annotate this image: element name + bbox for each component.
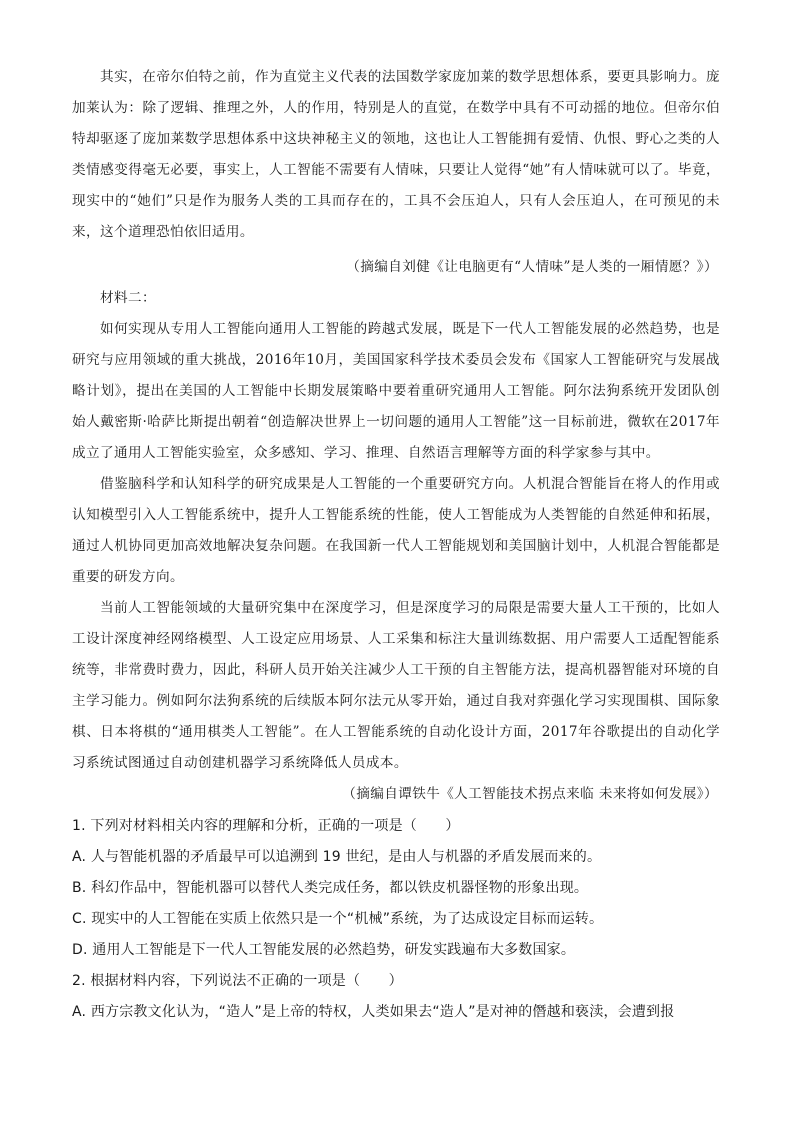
passage-paragraph-2: 如何实现从专用人工智能向通用人工智能的跨越式发展，既是下一代人工智能发展的必然趋势，也是研究与应用领域的重大挑战，2016年10月，美国国家科学技术委员会发布《国家人工智能研究与发展战略计划》，提出在美国的人工智能中长期发展策略中要着重研究通用人工智能。阿尔法狗系统开发团队创始人戴密斯·哈萨比斯提出朝着“创造解决世界上一切问题的通用人工智能”这一目标前进，微软在2017年成立了通用人工智能实验室，众多感知、学习、推理、自然语言理解等方面的科学家参与其中。 — [72, 321, 720, 461]
material-two-label: 材料二： — [100, 290, 156, 306]
question-2-stem: 2. 根据材料内容，下列说法不正确的一项是（ ） — [72, 973, 403, 989]
question-2-option-a: A. 西方宗教文化认为，“造人”是上帝的特权，人类如果去“造人”是对神的僭越和亵渎，会遭到报 — [72, 1004, 675, 1020]
passage-source-2: （摘编自谭铁牛《人工智能技术拐点来临 未来将如何发展》） — [342, 786, 718, 802]
passage-paragraph-3: 借鉴脑科学和认知科学的研究成果是人工智能的一个重要研究方向。人机混合智能旨在将人的作用或认知模型引入人工智能系统中，提升人工智能系统的性能，使人工智能成为人类智能的自然延伸和拓展，通过人机协同更加高效地解决复杂问题。在我国新一代人工智能规划和美国脑计划中，人机混合智能都是重要的研发方向。 — [72, 476, 720, 585]
question-1-option-c: C. 现实中的人工智能在实质上依然只是一个“机械”系统，为了达成设定目标而运转。 — [72, 911, 604, 927]
passage-paragraph-4: 当前人工智能领域的大量研究集中在深度学习，但是深度学习的局限是需要大量人工干预的，比如人工设计深度神经网络模型、人工设定应用场景、人工采集和标注大量训练数据、用户需要人工适配智能系统等，非常费时费力，因此，科研人员开始关注减少人工干预的自主智能方法，提高机器智能对环境的自主学习能力。例如阿尔法狗系统的后续版本阿尔法元从零开始，通过自我对弈强化学习实现围棋、国际象棋、日本将棋的“通用棋类人工智能”。在人工智能系统的自动化设计方面，2017年谷歌提出的自动化学习系统试图通过自动创建机器学习系统降低人员成本。 — [72, 600, 720, 771]
passage-source-1: （摘编自刘健《让电脑更有“人情味”是人类的一厢情愿？》） — [346, 259, 718, 275]
passage-paragraph-1: 其实，在帝尔伯特之前，作为直觉主义代表的法国数学家庞加莱的数学思想体系，要更具影响力。庞加莱认为：除了逻辑、推理之外，人的作用，特别是人的直觉，在数学中具有不可动摇的地位。但帝尔伯特却驱逐了庞加莱数学思想体系中这块神秘主义的领地，这也让人工智能拥有爱情、仇恨、野心之类的人类情感变得毫无必要，事实上，人工智能不需要有人情味，只要让人觉得“她”有人情味就可以了。毕竟，现实中的“她们”只是作为服务人类的工具而存在的，工具不会压迫人，只有人会压迫人，在可预见的未来，这个道理恐怕依旧适用。 — [72, 69, 720, 240]
question-1-option-a: A. 人与智能机器的矛盾最早可以追溯到 19 世纪，是由人与机器的矛盾发展而来的。 — [72, 849, 602, 865]
question-1-option-b: B. 科幻作品中，智能机器可以替代人类完成任务，都以铁皮机器怪物的形象出现。 — [72, 880, 589, 896]
question-1-option-d: D. 通用人工智能是下一代人工智能发展的必然趋势，研发实践遍布大多数国家。 — [72, 942, 576, 958]
question-1-stem: 1. 下列对材料相关内容的理解和分析，正确的一项是（ ） — [72, 818, 460, 834]
